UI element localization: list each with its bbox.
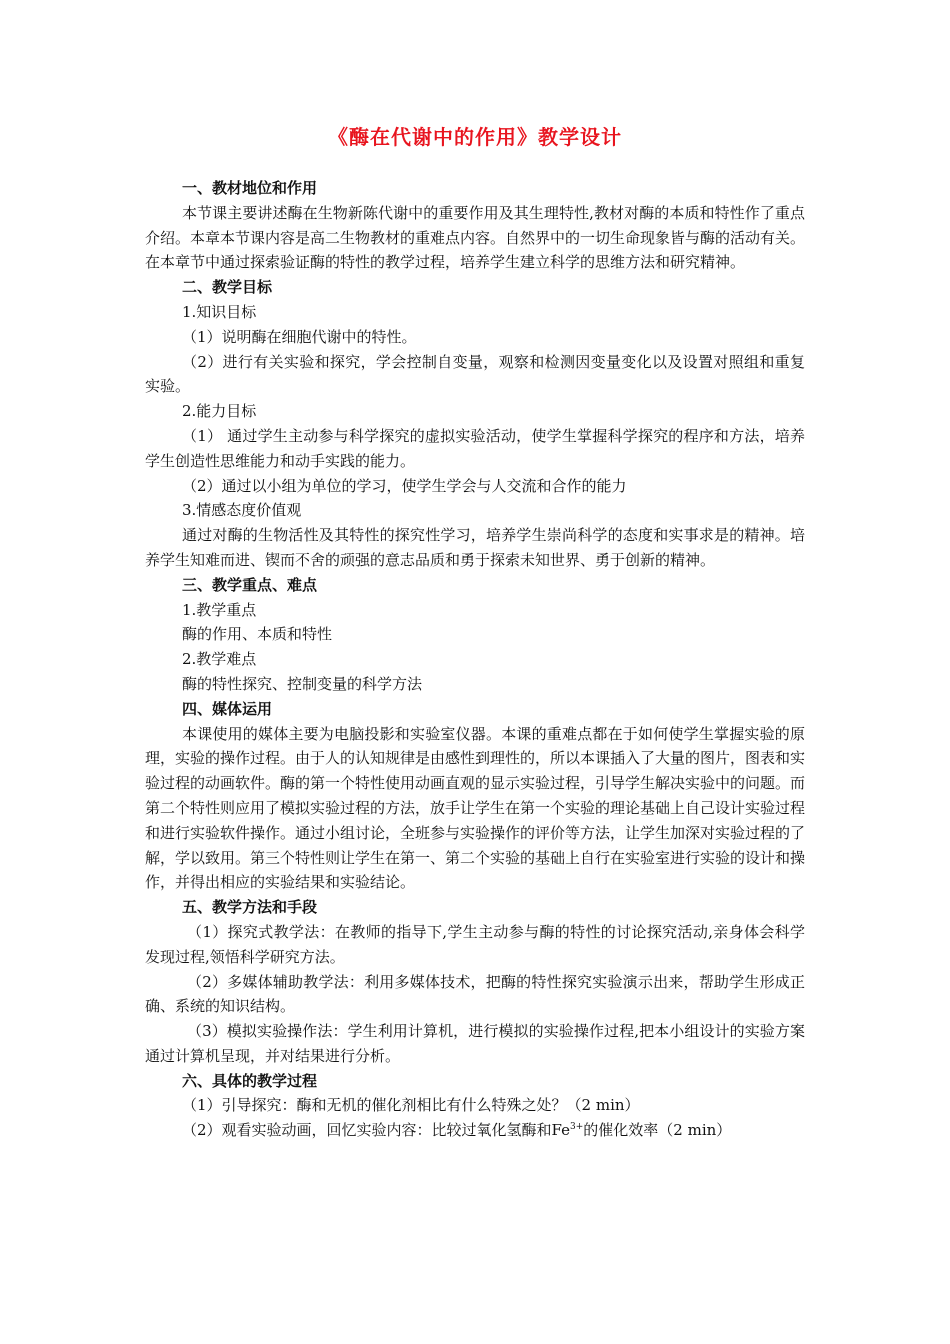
section-heading-4: 四、媒体运用 [182,699,273,718]
section-heading-5: 五、教学方法和手段 [182,898,318,917]
section-heading-3: 三、教学重点、难点 [182,575,318,594]
section-heading-2: 二、教学目标 [182,278,273,297]
list-item: （1）引导探究：酶和无机的催化剂相比有什么特殊之处？（2 min） [182,1096,640,1115]
section-heading-1: 一、教材地位和作用 [182,179,318,197]
subheading-key-point: 1.教学重点 [182,600,257,619]
subheading-knowledge: 1.知识目标 [182,302,257,321]
subheading-ability: 2.能力目标 [182,402,257,421]
paragraph: 本节课主要讲述酶在生物新陈代谢中的重要作用及其生理特性,教材对酶的本质和特性作了重点介绍。本章本节课内容是高二生物教材的重难点内容。自然界中的一切生命现象皆与酶的活动有关。在本章节中通过探索验证酶的特性的教学过程，培养学生建立科学的思维方法和研究精神。 [145,203,806,272]
step2-text: （2）观看实验动画，回忆实验内容：比较过氧化氢酶和Fe [182,1121,571,1140]
step2-text-end: 的催化效率（2 min） [583,1121,732,1140]
list-item: （1）探究式教学法：在教师的指导下,学生主动参与酶的特性的讨论探究活动,亲身体会科学发现过程,领悟科学研究方法。 [145,922,805,966]
subheading-difficulty: 2.教学难点 [182,650,257,669]
list-item: （2）进行有关实验和探究，学会控制自变量，观察和检测因变量变化以及设置对照组和重复实验。 [145,352,805,396]
list-item: （1）说明酶在细胞代谢中的特性。 [182,327,417,346]
paragraph: 酶的特性探究、控制变量的科学方法 [182,674,423,693]
list-item [145,1118,805,1143]
list-item: （3）模拟实验操作法：学生利用计算机，进行模拟的实验操作过程,把本小组设计的实验方案通过计算机呈现，并对结果进行分析。 [145,1022,805,1065]
document-title: 《酶在代谢中的作用》教学设计 [328,125,622,149]
paragraph: 通过对酶的生物活性及其特性的探究性学习，培养学生崇尚科学的态度和实事求是的精神。培养学生知难而进、锲而不舍的顽强的意志品质和勇于探索未知世界、勇于创新的精神。 [145,526,805,569]
subheading-emotion: 3.情感态度价值观 [182,501,302,520]
paragraph: 酶的作用、本质和特性 [182,625,333,644]
list-item: （2）通过以小组为单位的学习，使学生学会与人交流和合作的能力 [182,476,627,495]
list-item: （1） 通过学生主动参与科学探究的虚拟实验活动，使学生掌握科学探究的程序和方法，培养学生创造性思维能力和动手实践的能力。 [145,426,805,470]
paragraph: 本课使用的媒体主要为电脑投影和实验室仪器。本课的重难点都在于如何使学生掌握实验的原理，实验的操作过程。由于人的认知规律是由感性到理性的，所以本课插入了大量的图片，图表和实验过程的动画软件。酶的第一个特性使用动画直观的显示实验过程，引导学生解决实验中的问题。而第二个特性则应用了模拟实验过程的方法，放手让学生在第一个实验的理论基础上自己设计实验过程和进行实验软件操作。通过小组讨论，全班参与实验操作的评价等方法，让学生加深对实验过程的了解，学以致用。第三个特性则让学生在第一、第二个实验的基础上自行在实验室进行实验的设计和操作，并得出相应的实验结果和实验结论。 [145,724,806,892]
list-item: （2）多媒体辅助教学法：利用多媒体技术，把酶的特性探究实验演示出来，帮助学生形成正确、系统的知识结构。 [145,972,805,1016]
superscript: 3+ [570,1122,584,1133]
document-page [145,120,805,1143]
section-heading-6: 六、具体的教学过程 [182,1071,318,1090]
